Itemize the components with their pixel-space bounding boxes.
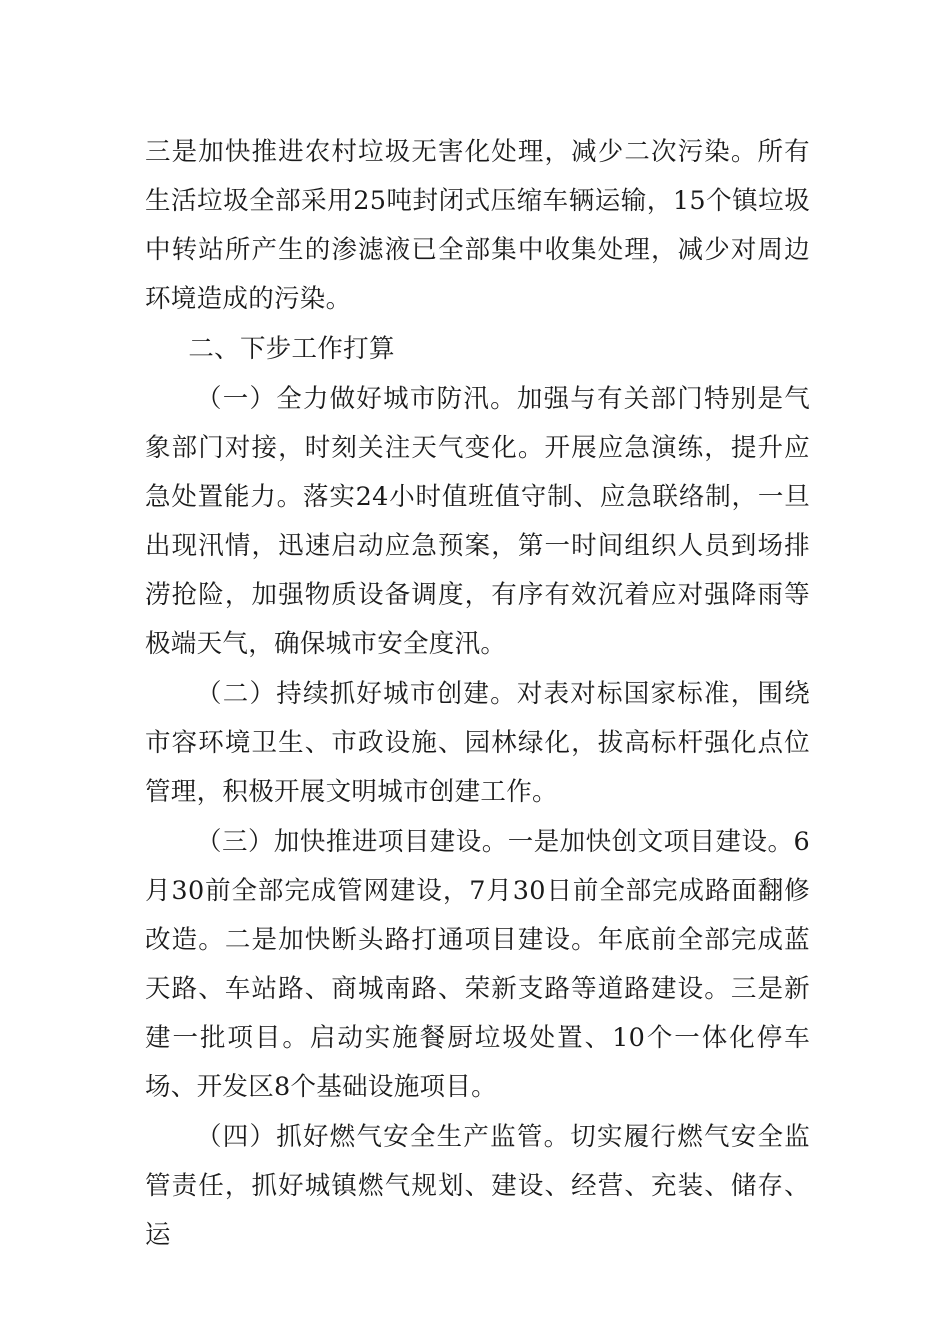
- section-heading-next-steps: 二、下步工作打算: [188, 334, 395, 364]
- paragraph-gas-safety: （四）抓好燃气安全生产监管。切实履行燃气安全监管责任，抓好城镇燃气规划、建设、经营、充装、储存、运: [145, 1122, 810, 1250]
- paragraph-city-creation: （二）持续抓好城市创建。对表对标国家标准，围绕市容环境卫生、市政设施、园林绿化，拔高标杆强化点位管理，积极开展文明城市创建工作。: [145, 679, 810, 807]
- document-page: [145, 128, 810, 1260]
- paragraph-rural-garbage: 三是加快推进农村垃圾无害化处理，减少二次污染。所有生活垃圾全部采用25吨封闭式压缩车辆运输，15个镇垃圾中转站所产生的渗滤液已全部集中收集处理，减少对周边环境造成的污染。: [145, 137, 810, 314]
- paragraph-project-construction: （三）加快推进项目建设。一是加快创文项目建设。6月30前全部完成管网建设，7月30日前全部完成路面翻修改造。二是加快断头路打通项目建设。年底前全部完成蓝天路、车站路、商城南路、荣新支路等道路建设。三是新建一批项目。启动实施餐厨垃圾处置、10个一体化停车场、开发区8个基础设施项目。: [145, 827, 810, 1102]
- paragraph-flood-prevention: （一）全力做好城市防汛。加强与有关部门特别是气象部门对接，时刻关注天气变化。开展应急演练，提升应急处置能力。落实24小时值班值守制、应急联络制，一旦出现汛情，迅速启动应急预案，第一时间组织人员到场排涝抢险，加强物质设备调度，有序有效沉着应对强降雨等极端天气，确保城市安全度汛。: [145, 384, 810, 659]
